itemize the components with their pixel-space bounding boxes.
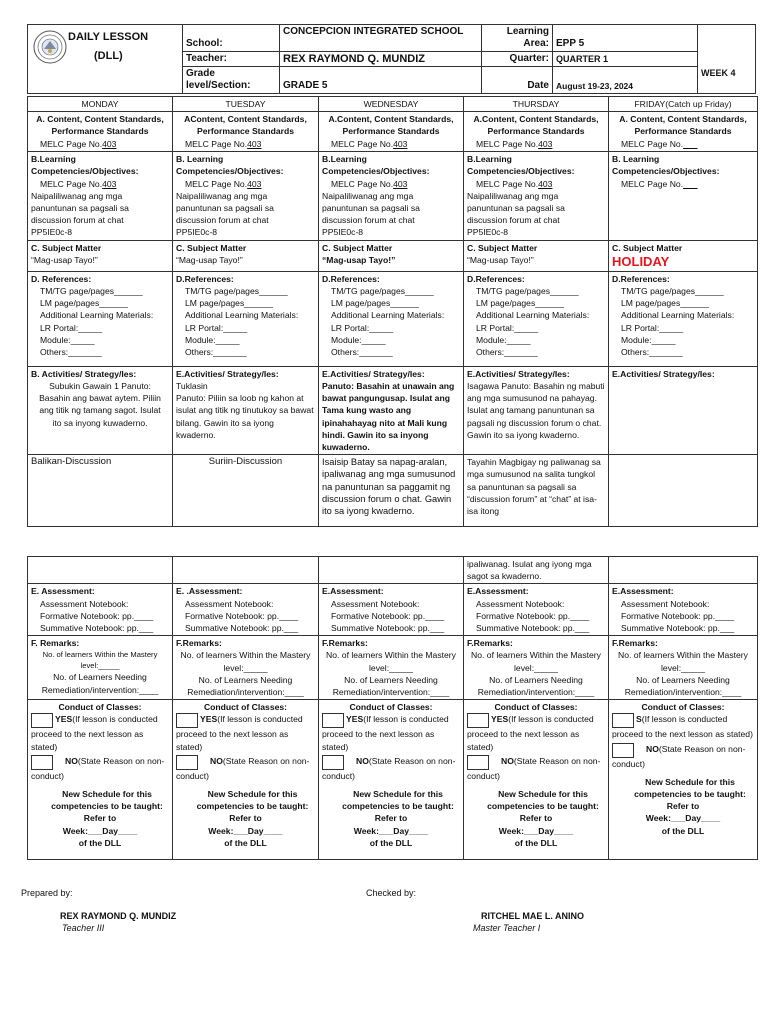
objectives-cell: B.Learning Competencies/Objectives: MELC Page No.403 Naipaliliwanag ang mga panuntunan sa pagsali sa discussion forum at chat PP5IE0c-8	[28, 152, 173, 240]
assessment-cell: E. Assessment: Assessment Notebook: Formative Notebook: pp.____ Summative Notebook: pp.___	[28, 584, 173, 636]
school-value: CONCEPCION INTEGRATED SCHOOL	[280, 25, 482, 52]
objectives-row	[28, 152, 758, 240]
remarks-cell: F. Remarks: No. of learners Within the Mastery level:_____ No. of Learners Needing Remediation/intervention:____	[28, 636, 173, 700]
yes-checkbox[interactable]	[176, 713, 198, 728]
school-label: School:	[183, 25, 280, 52]
conduct-cell: Conduct of Classes: YES(If lesson is conducted proceed to the next lesson as stated) NO(State Reason on non-conduct) New Schedule for this competencies to be taught: Refer to Week:___Day____ of the DLL	[319, 700, 464, 860]
day-thursday: THURSDAY	[464, 97, 609, 112]
lesson-table-page2	[27, 556, 758, 860]
quarter-value: QUARTER 1	[553, 52, 698, 67]
content-cell: A.Content, Content Standards, Performance Standards MELC Page No.403	[319, 112, 464, 152]
day-header-row	[28, 97, 758, 112]
yes-checkbox[interactable]	[467, 713, 489, 728]
no-checkbox[interactable]	[467, 755, 489, 770]
no-checkbox[interactable]	[322, 755, 344, 770]
checked-by-label: Checked by:	[366, 888, 417, 898]
activity-continued-cell: ipaliwanag. Isulat ang iyong mga sagot sa kwaderno.	[464, 557, 609, 584]
area-value: EPP 5	[553, 25, 698, 52]
yes-checkbox[interactable]	[612, 713, 634, 728]
content-cell: A. Content, Content Standards, Performance Standards MELC Page No.403	[28, 112, 173, 152]
content-cell: AContent, Content Standards, Performance Standards MELC Page No.403	[173, 112, 319, 152]
activities-row-2	[28, 455, 758, 527]
day-monday: MONDAY	[28, 97, 173, 112]
week-label: WEEK 4	[698, 67, 756, 94]
activities-cell: E.Activities/ Strategy/Ies: Tuklasin Panuto: Piliin sa loob ng kahon at isulat ang titik ng tinutukoy sa bawat bilang. Gawin ito sa iyong kwaderno.	[173, 366, 319, 454]
assessment-cell: E. .Assessment: Assessment Notebook: Formative Notebook: pp.____ Summative Notebook: pp.___	[173, 584, 319, 636]
references-cell: D.References: TM/TG page/pages______ LM page/pages______ Additional Learning Materials: LR Portal:_____ Module:_____ Others:_______	[609, 271, 758, 366]
content-cell: A. Content, Content Standards, Performance Standards MELC Page No.___	[609, 112, 758, 152]
assessment-cell: E.Assessment: Assessment Notebook: Formative Notebook: pp.____ Summative Notebook: pp.___	[464, 584, 609, 636]
references-cell: D.References: TM/TG page/pages______ LM page/pages______ Additional Learning Materials: LR Portal:_____ Module:_____ Others:_______	[173, 271, 319, 366]
no-checkbox[interactable]	[612, 743, 634, 758]
grade-value: GRADE 5	[280, 67, 482, 94]
teacher-label: Teacher:	[183, 52, 280, 67]
prepared-by-title: Teacher III	[62, 923, 105, 933]
dll-title: DAILY LESSON	[68, 31, 149, 43]
subject-cell: C. Subject Matter “Mag-usap Tayo!”	[28, 240, 173, 271]
subject-cell: C. Subject Matter “Mag-usap Tayo!”	[464, 240, 609, 271]
checked-by-title: Master Teacher I	[473, 923, 541, 933]
assessment-row	[28, 584, 758, 636]
subject-cell: C. Subject Matter HOLIDAY	[609, 240, 758, 271]
conduct-row	[28, 700, 758, 860]
activities-cell: E.Activities/ Strategy/Ies:	[609, 366, 758, 454]
date-value: August 19-23, 2024	[553, 67, 698, 94]
day-friday: FRIDAY(Catch up Friday)	[609, 97, 758, 112]
remarks-row	[28, 636, 758, 700]
conduct-cell: Conduct of Classes: YES(If lesson is conducted proceed to the next lesson as stated) NO(State Reason on non-conduct) New Schedule for this competencies to be taught: Refer to Week:___Day____ of the DLL	[173, 700, 319, 860]
area-label: Learning Area:	[482, 25, 553, 52]
remarks-cell: F.Remarks: No. of learners Within the Mastery level:_____ No. of Learners Needing Remediation/intervention:____	[319, 636, 464, 700]
subject-cell: C. Subject Matter “Mag-usap Tayo!”	[173, 240, 319, 271]
subject-cell: C. Subject Matter “Mag-usap Tayo!”	[319, 240, 464, 271]
yes-checkbox[interactable]	[322, 713, 344, 728]
day-tuesday: TUESDAY	[173, 97, 319, 112]
day-wednesday: WEDNESDAY	[319, 97, 464, 112]
conduct-cell: Conduct of Classes: YES(If lesson is conducted proceed to the next lesson as stated) NO(State Reason on non-conduct) New Schedule for this competencies to be taught: Refer to Week:___Day____ of the DLL	[464, 700, 609, 860]
objectives-cell: B.Learning Competencies/Objectives: MELC Page No.403 Naipaliliwanag ang mga panuntunan sa pagsali sa discussion forum at chat PP5IE0c-8	[464, 152, 609, 240]
grade-label: Grade level/Section:	[183, 67, 280, 94]
references-cell: D.References: TM/TG page/pages______ LM page/pages______ Additional Learning Materials: LR Portal:_____ Module:_____ Others:_______	[464, 271, 609, 366]
assessment-cell: E.Assessment: Assessment Notebook: Formative Notebook: pp.____ Summative Notebook: pp.___	[609, 584, 758, 636]
references-cell: D.References: TM/TG page/pages______ LM page/pages______ Additional Learning Materials: LR Portal:_____ Module:_____ Others:_______	[319, 271, 464, 366]
yes-checkbox[interactable]	[31, 713, 53, 728]
activities-cell: E.Activities/ Strategy/Ies: Panuto: Basahin at unawain ang bawat pangungusap. Isulat ang Tama kung wasto ang ipinahahayag nito at Mali kung hindi. Gawin ito sa inyong kuwaderno.	[319, 366, 464, 454]
content-cell: A.Content, Content Standards, Performance Standards MELC Page No.403	[464, 112, 609, 152]
prepared-by-label: Prepared by:	[21, 888, 73, 898]
remarks-cell: F.Remarks: No. of learners Within the Mastery level:_____ No. of Learners Needing Remediation/intervention:____	[609, 636, 758, 700]
conduct-cell: Conduct of Classes: S(If lesson is conducted proceed to the next lesson as stated) NO(State Reason on non-conduct) New Schedule for this competencies to be taught: Refer to Week:___Day____ of the DLL	[609, 700, 758, 860]
quarter-label: Quarter:	[482, 52, 553, 67]
conduct-cell: Conduct of Classes: YES(If lesson is conducted proceed to the next lesson as stated) NO(State Reason on non-conduct) New Schedule for this competencies to be taught: Refer to Week:___Day____ of the DLL	[28, 700, 173, 860]
dll-subtitle: (DLL)	[94, 50, 123, 62]
prepared-by-name: REX RAYMOND Q. MUNDIZ	[60, 911, 177, 921]
activities-row	[28, 366, 758, 454]
activities-cell: E.Activities/ Strategy/Ies: Isagawa Panuto: Basahin ng mabuti ang mga sumusunod na pahayag. Isulat ang tamang panuntunan sa pagsali ng discussion forum o chat. Gawin ito sa iyong kwaderno.	[464, 366, 609, 454]
references-cell: D. References: TM/TG page/pages______ LM page/pages______ Additional Learning Materials: LR Portal:_____ Module:_____ Others:_______	[28, 271, 173, 366]
activity-cell: Tayahin Magbigay ng paliwanag sa mga sumusunod na salita tungkol sa panuntunan sa pagsali sa “discussion forum” at “chat” at isa-isa itong	[464, 455, 609, 527]
references-row	[28, 271, 758, 366]
no-checkbox[interactable]	[31, 755, 53, 770]
teacher-value: REX RAYMOND Q. MUNDIZ	[280, 52, 482, 67]
activities-cell: B. Activities/ Strategy/Ies: Subukin Gawain 1 Panuto: Basahin ang bawat aytem. Piliin ang titik ng tamang sagot. Isulat ito sa inyong kuwaderno.	[28, 366, 173, 454]
assessment-cell: E.Assessment: Assessment Notebook: Formative Notebook: pp.____ Summative Notebook: pp.___	[319, 584, 464, 636]
remarks-cell: F.Remarks: No. of learners Within the Mastery level:_____ No. of Learners Needing Remediation/intervention:____	[173, 636, 319, 700]
content-row	[28, 112, 758, 152]
objectives-cell: B.Learning Competencies/Objectives: MELC Page No.403 Naipaliliwanag ang mga panuntunan sa pagsali sa discussion forum at chat PP5IE0c-8	[319, 152, 464, 240]
holiday-label: HOLIDAY	[612, 253, 670, 269]
remarks-cell: F.Remarks: No. of learners Within the Mastery level:_____ No. of Learners Needing Remediation/intervention:____	[464, 636, 609, 700]
date-label: Date	[482, 67, 553, 94]
activity-cell: Balikan-Discussion	[28, 455, 173, 527]
header-table	[27, 24, 756, 94]
activity-cell	[609, 455, 758, 527]
no-checkbox[interactable]	[176, 755, 198, 770]
continued-row	[28, 557, 758, 584]
objectives-cell: B. Learning Competencies/Objectives: MELC Page No.___	[609, 152, 758, 240]
checked-by-name: RITCHEL MAE L. ANINO	[481, 911, 584, 921]
activity-cell: Isaisip Batay sa napag-aralan, ipaliwanag ang mga sumusunod na panuntunan sa paggamit ng discussion forum o chat. Gawin ito sa iyong kwaderno.	[319, 455, 464, 527]
activity-cell: Suriin-Discussion	[173, 455, 319, 527]
objectives-cell: B. Learning Competencies/Objectives: MELC Page No.403 Naipaliliwanag ang mga panuntunan sa pagsali sa discussion forum at chat PP5IE0c-8	[173, 152, 319, 240]
lesson-table-page1	[27, 96, 758, 527]
subject-row	[28, 240, 758, 271]
